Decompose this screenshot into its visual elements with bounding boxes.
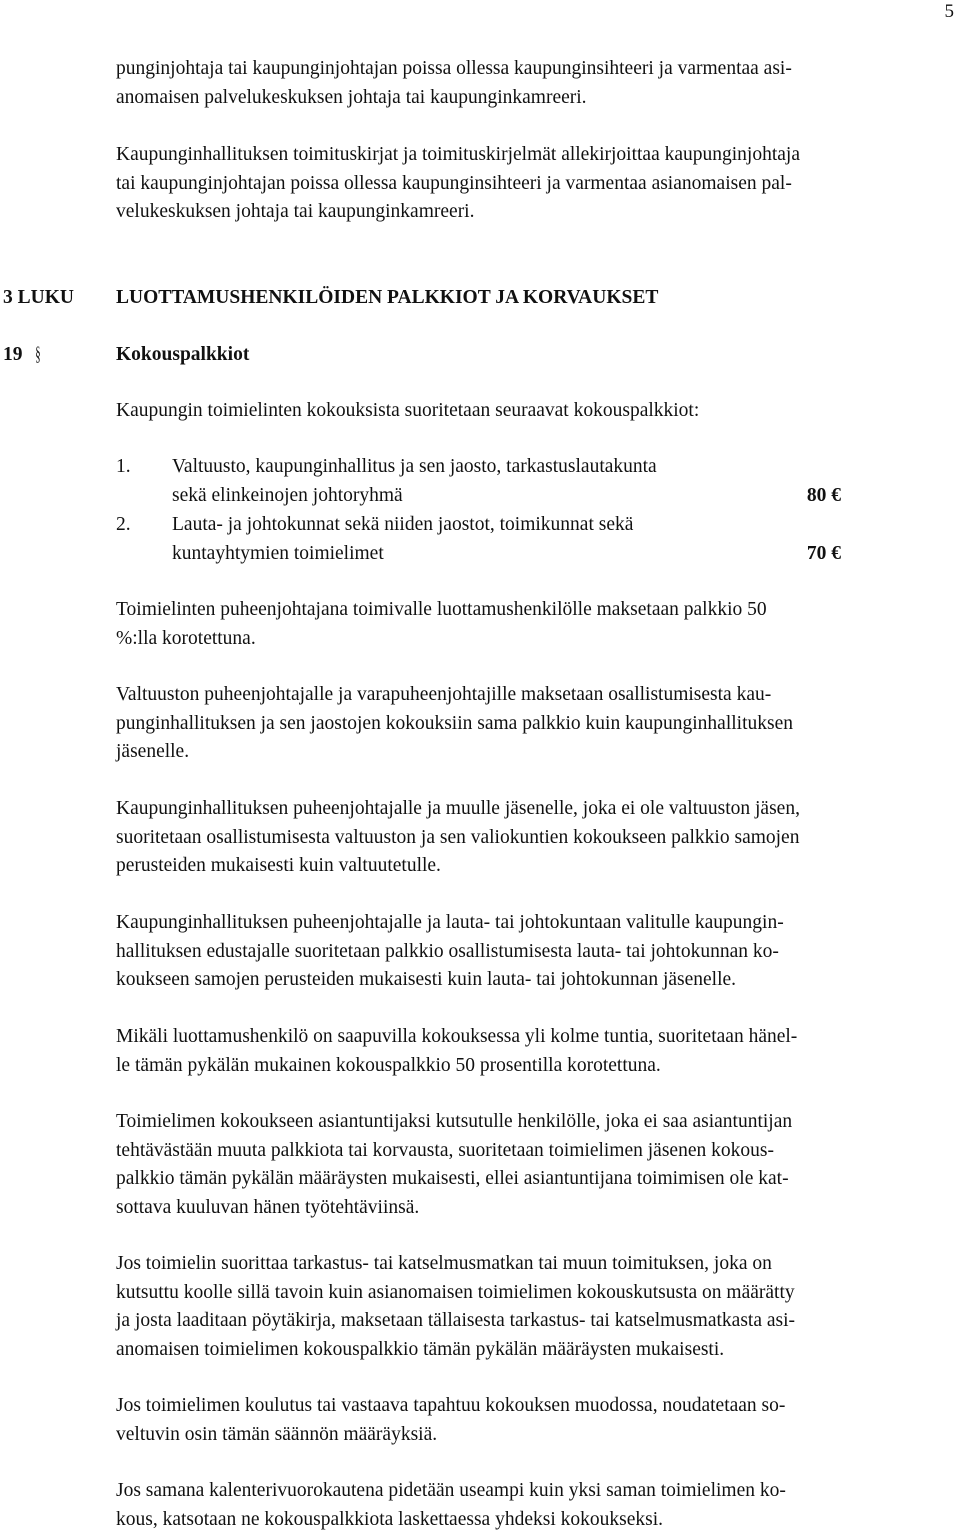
page-number: 5	[944, 1, 954, 22]
fees-intro	[116, 397, 958, 426]
fee-description	[172, 453, 802, 510]
fee-index: 1.	[116, 456, 131, 477]
section-number	[3, 341, 42, 370]
paragraph-same-day	[116, 1477, 958, 1534]
minutes-paragraph	[116, 141, 958, 227]
paragraph-long-meeting	[116, 1023, 958, 1080]
text-line: sekä elinkeinojen johtoryhmä	[172, 484, 403, 506]
text-line: Kaupungin toimielinten kokouksista suoritetaan seuraavat kokouspalkkiot:	[116, 400, 700, 421]
text-line: perusteiden mukaisesti kuin valtuutetulle.	[116, 855, 441, 877]
text-line: tai kaupunginjohtajan poissa ollessa kaupunginsihteeri ja varmentaa asianomaisen pal-	[116, 172, 792, 194]
chapter-number: 3 LUKU	[3, 287, 74, 308]
text-line: ja josta laaditaan pöytäkirja, maksetaan tällaisesta tarkastus- tai katselmusmatkasta asi-	[116, 1310, 796, 1332]
text-line: suoritetaan osallistumisesta valtuuston ja sen valiokuntien kokoukseen palkkio samojen	[116, 826, 800, 848]
text-line: Kaupunginhallituksen puheenjohtajalle ja muulle jäsenelle, joka ei ole valtuuston jäsen,	[116, 798, 800, 819]
text-line: Kaupunginhallituksen toimituskirjat ja toimituskirjelmät allekirjoittaa kaupunginjohtaja	[116, 144, 800, 165]
fee-description	[172, 511, 802, 568]
text-line: velukeskuksen johtaja tai kaupunginkamreeri.	[116, 201, 475, 223]
text-line: %:lla korotettuna.	[116, 627, 256, 649]
text-line: tehtävästään muuta palkkiota tai korvausta, suoritetaan toimielimen jäsenen kokous-	[116, 1139, 774, 1161]
text-line: Kaupunginhallituksen puheenjohtajalle ja lauta- tai johtokuntaan valitulle kaupungin-	[116, 912, 784, 933]
text-line: jäsenelle.	[116, 741, 190, 763]
paragraph-training	[116, 1392, 958, 1449]
paragraph-expert	[116, 1108, 958, 1222]
text-line: veltuvin osin tämän säännön määräyksiä.	[116, 1423, 438, 1445]
text-line: koukseen samojen perusteiden mukaisesti kuin lauta- tai johtokunnan jäsenelle.	[116, 969, 737, 991]
fee-item	[116, 511, 841, 569]
text-line: Toimielimen kokoukseen asiantuntijaksi kutsutulle henkilölle, joka ei saa asiantuntijan	[116, 1111, 793, 1132]
paragraph-board-member	[116, 795, 958, 881]
text-line: Jos samana kalenterivuorokautena pidetään useampi kuin yksi saman toimielimen ko-	[116, 1480, 786, 1501]
text-line: punginjohtaja tai kaupunginjohtajan poissa ollessa kaupunginsihteeri ja varmentaa asi-	[116, 58, 792, 79]
fee-index: 2.	[116, 514, 131, 535]
text-line: Toimielinten puheenjohtajana toimivalle luottamushenkilölle maksetaan palkkio 50	[116, 599, 767, 620]
fee-amount: 80 €	[806, 484, 841, 506]
text-line: anomaisen toimielimen kokouspalkkio tämän pykälän määräysten mukaisesti.	[116, 1338, 725, 1360]
text-line: anomaisen palvelukeskuksen johtaja tai kaupunginkamreeri.	[116, 86, 587, 108]
text-line: Jos toimielimen koulutus tai vastaava tapahtuu kokouksen muodossa, noudatetaan so-	[116, 1395, 786, 1416]
text-line: hallituksen edustajalle suoritetaan palkkio osallistumisesta lauta- tai johtokunnan ko-	[116, 940, 779, 962]
text-line: palkkio tämän pykälän määräysten mukaisesti, ellei asiantuntijana toimimisen ole kat-	[116, 1168, 789, 1190]
intro-paragraph	[116, 55, 958, 112]
fee-amount: 70 €	[806, 542, 841, 564]
text-line: Valtuuston puheenjohtajalle ja varapuheenjohtajille maksetaan osallistumisesta kau-	[116, 684, 772, 705]
text-line: Valtuusto, kaupunginhallitus ja sen jaosto, tarkastuslautakunta	[172, 456, 657, 477]
text-line: Lauta- ja johtokunnat sekä niiden jaostot, toimikunnat sekä	[172, 514, 634, 535]
text-line: kuntayhtymien toimielimet	[172, 542, 384, 564]
chapter-title: LUOTTAMUSHENKILÖIDEN PALKKIOT JA KORVAUKSET	[116, 287, 659, 308]
section-number-value: 19	[3, 344, 23, 365]
paragraph-board-representative	[116, 909, 958, 995]
paragraph-inspection-trip	[116, 1250, 958, 1364]
text-line: le tämän pykälän mukainen kokouspalkkio 50 prosentilla korotettuna.	[116, 1054, 661, 1076]
text-line: kutsuttu koolle sillä tavoin kuin asianomaisen toimielimen kokouskutsusta on määrätty	[116, 1281, 795, 1303]
text-line: sottava kuuluvan hänen työtehtäviinsä.	[116, 1196, 420, 1218]
text-line: Mikäli luottamushenkilö on saapuvilla kokouksessa yli kolme tuntia, suoritetaan hänel-	[116, 1026, 798, 1047]
section-sign: §	[34, 344, 41, 365]
section-title: Kokouspalkkiot	[116, 344, 250, 365]
fee-item	[116, 453, 841, 511]
text-line: kous, katsotaan ne kokouspalkkiota laskettaessa yhdeksi kokoukseksi.	[116, 1508, 663, 1530]
paragraph-council-chair	[116, 681, 958, 767]
paragraph-chair-fee	[116, 596, 958, 653]
text-line: Jos toimielin suorittaa tarkastus- tai katselmusmatkan tai muun toimituksen, joka on	[116, 1253, 772, 1274]
text-line: punginhallituksen ja sen jaostojen kokouksiin sama palkkio kuin kaupunginhallituksen	[116, 712, 793, 734]
